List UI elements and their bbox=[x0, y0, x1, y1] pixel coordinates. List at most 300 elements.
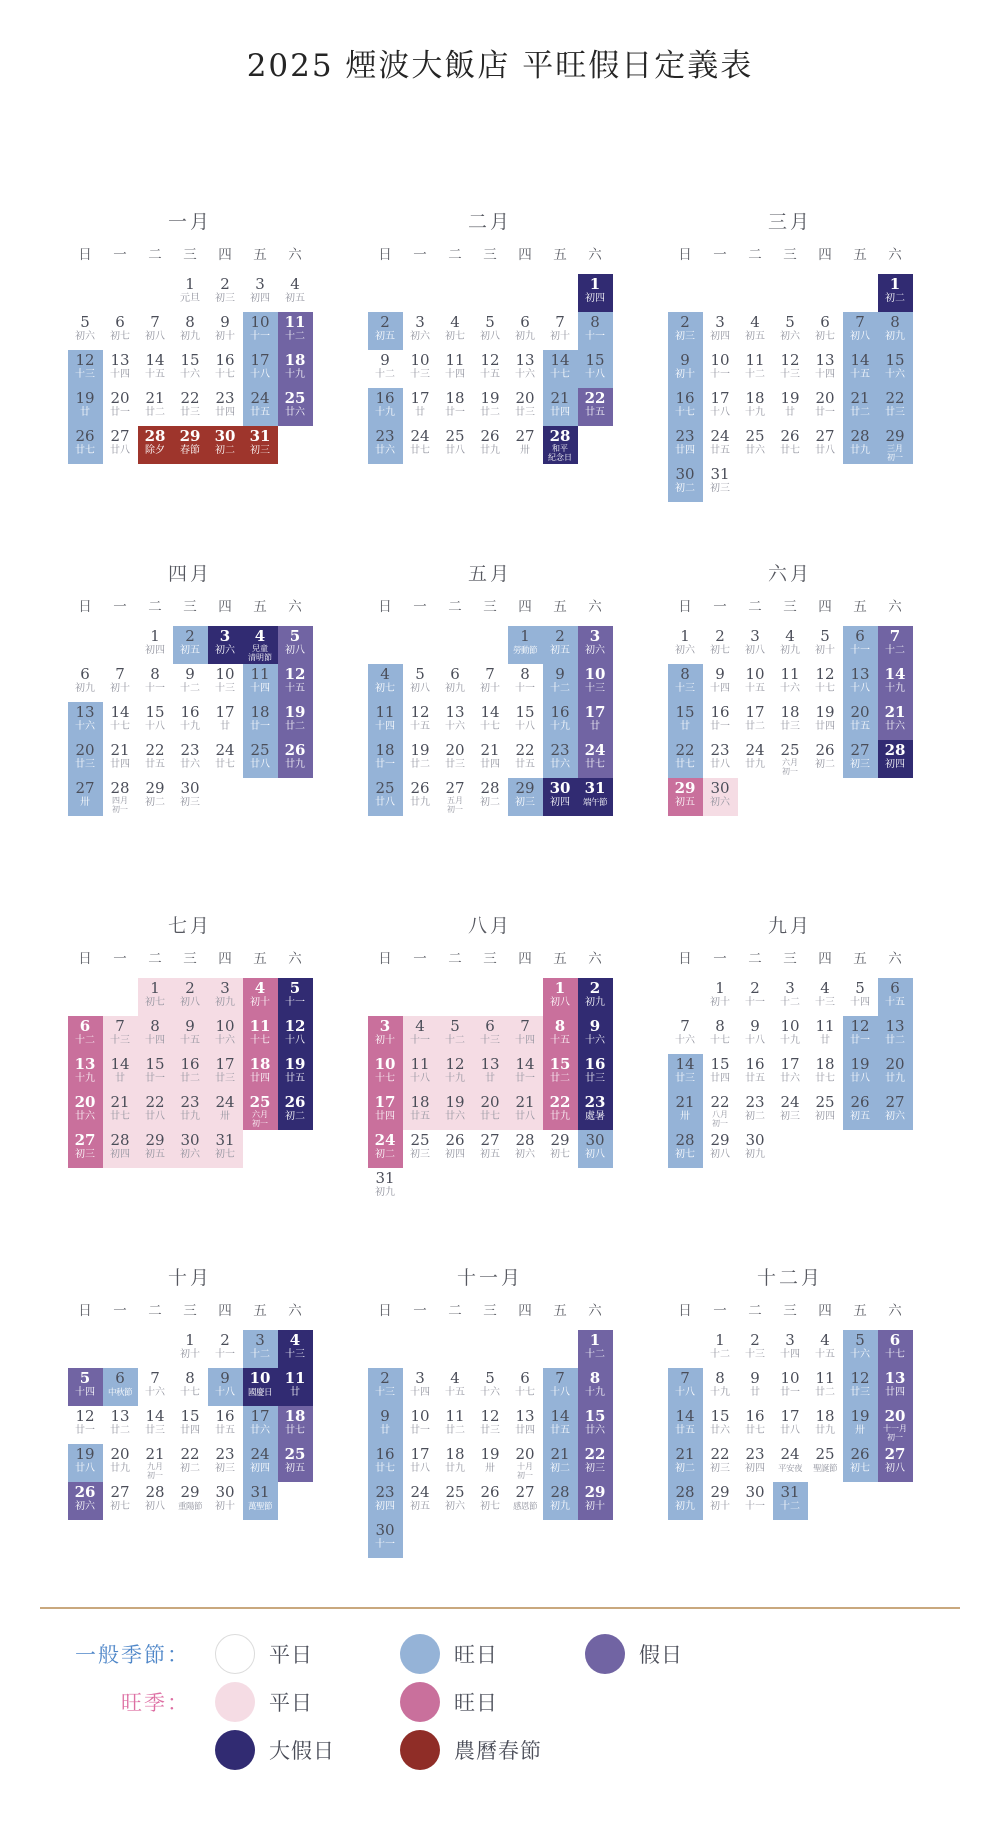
day-number: 3 bbox=[785, 979, 795, 997]
legend-swatch bbox=[215, 1682, 255, 1722]
day-cell bbox=[773, 388, 808, 426]
day-number: 17 bbox=[745, 703, 765, 721]
day-number: 5 bbox=[79, 1369, 91, 1387]
lunar-label: 初十 bbox=[710, 1501, 730, 1512]
day-cell bbox=[278, 312, 313, 350]
lunar-label: 初六 bbox=[215, 645, 235, 656]
day-cell bbox=[438, 664, 473, 702]
day-number: 21 bbox=[110, 1093, 130, 1111]
day-number: 5 bbox=[785, 313, 795, 331]
day-number: 18 bbox=[284, 1407, 306, 1425]
day-cell bbox=[773, 350, 808, 388]
day-number: 9 bbox=[589, 1017, 601, 1035]
empty-cell bbox=[68, 626, 103, 664]
weekday-label: 四 bbox=[518, 1303, 532, 1319]
weekday-label: 一 bbox=[113, 599, 127, 615]
day-cell bbox=[103, 312, 138, 350]
empty-cell bbox=[403, 978, 438, 1016]
weekday-label: 六 bbox=[588, 247, 602, 263]
day-number: 31 bbox=[375, 1169, 395, 1187]
day-number: 14 bbox=[145, 1407, 165, 1425]
lunar-label: 十一 bbox=[745, 1501, 765, 1512]
lunar-label: 四月 bbox=[112, 796, 128, 805]
day-number: 29 bbox=[710, 1483, 730, 1501]
day-number: 15 bbox=[145, 703, 165, 721]
lunar-label: 廿 bbox=[680, 721, 690, 732]
day-cell bbox=[508, 1444, 543, 1482]
lunar-label: 廿一 bbox=[780, 1387, 800, 1398]
lunar-label: 初九 bbox=[885, 331, 905, 342]
day-number: 19 bbox=[410, 741, 430, 759]
day-cell bbox=[773, 1092, 808, 1130]
day-number: 27 bbox=[850, 741, 870, 759]
empty-cell bbox=[438, 1330, 473, 1368]
lunar-label: 十九 bbox=[375, 407, 395, 418]
day-number: 20 bbox=[850, 703, 870, 721]
lunar-label: 十二 bbox=[710, 1349, 730, 1360]
day-cell bbox=[508, 702, 543, 740]
day-number: 20 bbox=[110, 1445, 130, 1463]
empty-cell bbox=[103, 1330, 138, 1368]
day-cell bbox=[278, 740, 313, 778]
day-cell bbox=[173, 312, 208, 350]
lunar-label: 廿八 bbox=[145, 1111, 165, 1122]
day-number: 2 bbox=[220, 1331, 230, 1349]
day-cell bbox=[668, 388, 703, 426]
empty-cell bbox=[438, 274, 473, 312]
lunar-label: 廿三 bbox=[675, 1073, 695, 1084]
weekday-label: 五 bbox=[853, 951, 867, 967]
day-cell bbox=[543, 426, 578, 464]
day-number: 11 bbox=[375, 703, 395, 721]
day-number: 26 bbox=[780, 427, 800, 445]
day-grid bbox=[668, 626, 913, 816]
lunar-label: 初三 bbox=[410, 1149, 430, 1160]
day-cell bbox=[508, 1054, 543, 1092]
day-cell bbox=[543, 312, 578, 350]
day-number: 4 bbox=[750, 313, 760, 331]
day-number: 11 bbox=[249, 1017, 271, 1035]
day-number: 5 bbox=[415, 665, 425, 683]
day-cell bbox=[738, 388, 773, 426]
day-cell bbox=[103, 778, 138, 816]
lunar-label: 十六 bbox=[180, 369, 200, 380]
lunar-label: 初三 bbox=[780, 1111, 800, 1122]
day-number: 29 bbox=[515, 779, 535, 797]
day-cell bbox=[438, 702, 473, 740]
day-number: 25 bbox=[815, 1445, 835, 1463]
day-number: 17 bbox=[215, 1055, 235, 1073]
day-cell bbox=[808, 702, 843, 740]
day-cell bbox=[368, 740, 403, 778]
day-number: 4 bbox=[785, 627, 795, 645]
day-cell bbox=[208, 1130, 243, 1168]
weekday-row bbox=[68, 597, 313, 617]
day-cell bbox=[843, 702, 878, 740]
day-number: 27 bbox=[74, 1131, 96, 1149]
day-cell bbox=[278, 1444, 313, 1482]
legend-swatch bbox=[400, 1634, 440, 1674]
lunar-label: 初五 bbox=[550, 645, 570, 656]
weekday-label: 三 bbox=[783, 951, 797, 967]
day-number: 7 bbox=[520, 1017, 530, 1035]
day-number: 12 bbox=[284, 665, 306, 683]
day-cell bbox=[578, 274, 613, 312]
day-cell bbox=[668, 778, 703, 816]
lunar-label: 十九 bbox=[180, 721, 200, 732]
lunar-label: 三月 bbox=[887, 444, 903, 453]
day-cell bbox=[103, 426, 138, 464]
lunar-label: 十五 bbox=[410, 721, 430, 732]
day-number: 10 bbox=[250, 313, 270, 331]
legend-divider bbox=[40, 1607, 960, 1609]
lunar-label: 初九 bbox=[675, 1501, 695, 1512]
lunar-label: 初六 bbox=[710, 797, 730, 808]
lunar-label: 十九 bbox=[885, 683, 905, 694]
day-cell bbox=[738, 1016, 773, 1054]
lunar-label: 廿二 bbox=[285, 721, 305, 732]
lunar-label: 廿六 bbox=[710, 1425, 730, 1436]
day-number: 24 bbox=[780, 1445, 800, 1463]
empty-cell bbox=[508, 274, 543, 312]
day-cell bbox=[578, 1330, 613, 1368]
day-number: 4 bbox=[380, 665, 390, 683]
day-cell bbox=[403, 426, 438, 464]
day-cell bbox=[738, 312, 773, 350]
day-number: 6 bbox=[80, 665, 90, 683]
lunar-label: 初八 bbox=[585, 1149, 605, 1160]
day-cell bbox=[368, 1368, 403, 1406]
day-number: 31 bbox=[710, 465, 730, 483]
lunar-label: 廿九 bbox=[885, 1073, 905, 1084]
day-number: 20 bbox=[815, 389, 835, 407]
weekday-label: 二 bbox=[748, 1303, 762, 1319]
lunar-label: 廿一 bbox=[145, 1073, 165, 1084]
day-cell bbox=[403, 740, 438, 778]
lunar-label: 卅 bbox=[680, 1111, 690, 1122]
day-number: 30 bbox=[675, 465, 695, 483]
legend-item bbox=[585, 1634, 770, 1674]
weekday-label: 四 bbox=[818, 599, 832, 615]
weekday-label: 二 bbox=[148, 247, 162, 263]
day-number: 16 bbox=[710, 703, 730, 721]
day-number: 5 bbox=[485, 313, 495, 331]
lunar-label: 十五 bbox=[885, 997, 905, 1008]
day-cell bbox=[138, 388, 173, 426]
lunar-label: 除夕 bbox=[145, 445, 165, 456]
lunar-label: 初七 bbox=[145, 997, 165, 1008]
lunar-label: 初五 bbox=[285, 293, 305, 304]
lunar-label: 初二 bbox=[145, 797, 165, 808]
weekday-label: 六 bbox=[288, 599, 302, 615]
day-number: 6 bbox=[520, 1369, 530, 1387]
day-number: 5 bbox=[289, 627, 301, 645]
lunar-label: 端午節 bbox=[582, 798, 607, 808]
lunar-label: 十三 bbox=[585, 683, 605, 694]
weekday-row bbox=[68, 245, 313, 265]
day-number: 17 bbox=[780, 1407, 800, 1425]
day-cell bbox=[878, 1444, 913, 1482]
lunar-label: 十四 bbox=[710, 683, 730, 694]
lunar-label: 廿二 bbox=[445, 1425, 465, 1436]
day-cell bbox=[438, 388, 473, 426]
lunar-label: 十六 bbox=[480, 1387, 500, 1398]
lunar-label: 廿三 bbox=[445, 759, 465, 770]
lunar-label: 初七 bbox=[110, 331, 130, 342]
day-cell bbox=[68, 1130, 103, 1168]
empty-cell bbox=[668, 1330, 703, 1368]
day-number: 11 bbox=[745, 351, 765, 369]
lunar-label: 廿 bbox=[590, 721, 600, 732]
day-number: 18 bbox=[410, 1093, 430, 1111]
day-cell bbox=[438, 312, 473, 350]
day-number: 6 bbox=[889, 1331, 901, 1349]
day-number: 15 bbox=[710, 1055, 730, 1073]
day-number: 24 bbox=[710, 427, 730, 445]
lunar-label: 初八 bbox=[550, 997, 570, 1008]
day-cell bbox=[543, 702, 578, 740]
day-number: 27 bbox=[885, 1093, 905, 1111]
lunar-label: 十一 bbox=[515, 683, 535, 694]
lunar-label: 十七 bbox=[375, 1073, 395, 1084]
day-number: 3 bbox=[220, 979, 230, 997]
legend-row bbox=[40, 1678, 770, 1726]
day-cell bbox=[138, 312, 173, 350]
day-cell bbox=[508, 312, 543, 350]
lunar-label: 廿七 bbox=[75, 445, 95, 456]
legend-item-label: 旺日 bbox=[454, 1643, 498, 1667]
day-cell bbox=[543, 1482, 578, 1520]
day-number: 28 bbox=[675, 1131, 695, 1149]
day-number: 16 bbox=[375, 1445, 395, 1463]
lunar-label: 廿八 bbox=[445, 445, 465, 456]
day-number: 26 bbox=[74, 1483, 96, 1501]
empty-cell bbox=[738, 274, 773, 312]
legend-row bbox=[40, 1726, 770, 1774]
empty-cell bbox=[543, 274, 578, 312]
weekday-label: 五 bbox=[853, 247, 867, 263]
lunar-label: 廿一 bbox=[250, 721, 270, 732]
day-cell bbox=[68, 426, 103, 464]
lunar-label: 十五 bbox=[850, 369, 870, 380]
day-cell bbox=[703, 778, 738, 816]
day-number: 28 bbox=[850, 427, 870, 445]
day-number: 10 bbox=[710, 351, 730, 369]
day-number: 9 bbox=[185, 665, 195, 683]
lunar-label: 十二 bbox=[585, 1349, 605, 1360]
day-number: 8 bbox=[520, 665, 530, 683]
weekday-label: 三 bbox=[183, 247, 197, 263]
lunar-label: 廿四 bbox=[550, 407, 570, 418]
lunar-label: 初十 bbox=[815, 645, 835, 656]
day-number: 17 bbox=[250, 351, 270, 369]
day-cell bbox=[738, 664, 773, 702]
day-cell bbox=[173, 1406, 208, 1444]
weekday-label: 四 bbox=[818, 1303, 832, 1319]
day-number: 22 bbox=[885, 389, 905, 407]
day-cell bbox=[208, 1482, 243, 1520]
day-number: 1 bbox=[185, 1331, 195, 1349]
lunar-label: 廿六 bbox=[780, 1073, 800, 1084]
day-cell bbox=[578, 1092, 613, 1130]
lunar-label: 紀念日 bbox=[548, 452, 572, 462]
lunar-label: 十三 bbox=[410, 369, 430, 380]
empty-cell bbox=[473, 274, 508, 312]
month-title: 五月 bbox=[467, 563, 512, 585]
weekday-row bbox=[368, 949, 613, 969]
day-number: 25 bbox=[250, 741, 270, 759]
lunar-label: 清明節 bbox=[248, 652, 272, 662]
lunar-label: 廿二 bbox=[550, 1073, 570, 1084]
lunar-label: 廿四 bbox=[815, 721, 835, 732]
day-cell bbox=[243, 740, 278, 778]
day-cell bbox=[773, 1406, 808, 1444]
day-cell bbox=[68, 664, 103, 702]
lunar-label: 十七 bbox=[550, 369, 570, 380]
day-number: 31 bbox=[584, 779, 606, 797]
day-number: 21 bbox=[145, 1445, 165, 1463]
day-cell bbox=[773, 312, 808, 350]
day-number: 8 bbox=[590, 313, 600, 331]
day-number: 18 bbox=[445, 389, 465, 407]
lunar-label: 十一 bbox=[585, 331, 605, 342]
day-cell bbox=[843, 1330, 878, 1368]
day-number: 23 bbox=[675, 427, 695, 445]
empty-cell bbox=[668, 274, 703, 312]
day-number: 14 bbox=[850, 351, 870, 369]
lunar-label: 廿六 bbox=[285, 407, 305, 418]
day-cell bbox=[68, 1092, 103, 1130]
day-number: 5 bbox=[820, 627, 830, 645]
month-title: 六月 bbox=[767, 563, 812, 585]
lunar-label: 十六 bbox=[215, 1035, 235, 1046]
day-number: 24 bbox=[215, 741, 235, 759]
day-number: 23 bbox=[550, 741, 570, 759]
day-number: 5 bbox=[289, 979, 301, 997]
day-number: 15 bbox=[885, 351, 905, 369]
day-number: 30 bbox=[585, 1131, 605, 1149]
lunar-label: 廿八 bbox=[780, 1425, 800, 1436]
legend-item bbox=[215, 1730, 400, 1770]
day-number: 13 bbox=[515, 1407, 535, 1425]
month-title: 一月 bbox=[167, 211, 212, 233]
weekday-label: 五 bbox=[553, 247, 567, 263]
day-number: 28 bbox=[145, 1483, 165, 1501]
day-number: 2 bbox=[589, 979, 601, 997]
day-cell bbox=[103, 1130, 138, 1168]
legend-row bbox=[40, 1630, 770, 1678]
weekday-row bbox=[668, 949, 913, 969]
day-cell bbox=[473, 1368, 508, 1406]
day-number: 21 bbox=[884, 703, 906, 721]
legend-item bbox=[400, 1730, 585, 1770]
day-number: 28 bbox=[550, 1483, 570, 1501]
day-cell bbox=[738, 1482, 773, 1520]
day-number: 22 bbox=[584, 389, 606, 407]
day-number: 25 bbox=[815, 1093, 835, 1111]
lunar-label: 十三 bbox=[780, 369, 800, 380]
day-cell bbox=[808, 1444, 843, 1482]
lunar-label: 十二 bbox=[375, 369, 395, 380]
lunar-label: 廿六 bbox=[445, 1111, 465, 1122]
day-cell bbox=[278, 274, 313, 312]
lunar-label: 十四 bbox=[145, 1035, 165, 1046]
lunar-label: 廿七 bbox=[285, 1425, 305, 1436]
day-number: 7 bbox=[680, 1369, 690, 1387]
day-cell bbox=[368, 350, 403, 388]
lunar-label: 初九 bbox=[745, 1149, 765, 1160]
day-cell bbox=[543, 740, 578, 778]
weekday-label: 三 bbox=[483, 247, 497, 263]
lunar-label: 春節 bbox=[180, 445, 200, 456]
lunar-label: 和平 bbox=[552, 444, 568, 453]
lunar-label: 初十 bbox=[585, 1501, 605, 1512]
day-number: 2 bbox=[380, 1369, 390, 1387]
day-number: 27 bbox=[884, 1445, 906, 1463]
day-cell bbox=[668, 426, 703, 464]
day-number: 19 bbox=[480, 1445, 500, 1463]
lunar-label: 初二 bbox=[480, 797, 500, 808]
day-cell bbox=[843, 626, 878, 664]
day-cell bbox=[368, 426, 403, 464]
day-number: 10 bbox=[745, 665, 765, 683]
day-number: 29 bbox=[584, 1483, 606, 1501]
day-cell bbox=[703, 1444, 738, 1482]
day-cell bbox=[703, 1130, 738, 1168]
day-number: 23 bbox=[180, 741, 200, 759]
day-number: 14 bbox=[515, 1055, 535, 1073]
lunar-label: 初四 bbox=[885, 759, 905, 770]
lunar-label: 初二 bbox=[215, 445, 235, 456]
lunar-label: 十五 bbox=[180, 1035, 200, 1046]
empty-cell bbox=[403, 626, 438, 664]
day-number: 1 bbox=[554, 979, 566, 997]
lunar-label: 十七 bbox=[110, 721, 130, 732]
lunar-label: 初七 bbox=[110, 1501, 130, 1512]
lunar-label: 初二 bbox=[885, 293, 905, 304]
day-number: 14 bbox=[884, 665, 906, 683]
lunar-label: 廿五 bbox=[285, 1073, 305, 1084]
day-cell bbox=[738, 1130, 773, 1168]
lunar-label: 初二 bbox=[675, 483, 695, 494]
lunar-label: 十八 bbox=[250, 369, 270, 380]
day-number: 2 bbox=[220, 275, 230, 293]
day-cell bbox=[508, 1406, 543, 1444]
lunar-label: 初三 bbox=[75, 1149, 95, 1160]
day-number: 17 bbox=[250, 1407, 270, 1425]
lunar-label: 廿六 bbox=[745, 445, 765, 456]
day-number: 22 bbox=[710, 1445, 730, 1463]
empty-cell bbox=[68, 1330, 103, 1368]
day-cell bbox=[738, 1054, 773, 1092]
weekday-label: 六 bbox=[888, 247, 902, 263]
weekday-label: 四 bbox=[518, 599, 532, 615]
lunar-label: 十二 bbox=[250, 1349, 270, 1360]
day-grid bbox=[668, 978, 913, 1168]
day-cell bbox=[473, 1016, 508, 1054]
legend-swatch bbox=[400, 1682, 440, 1722]
legend-item bbox=[400, 1682, 585, 1722]
day-cell bbox=[208, 1444, 243, 1482]
day-number: 23 bbox=[745, 1445, 765, 1463]
lunar-label: 十二 bbox=[780, 1501, 800, 1512]
day-cell bbox=[703, 702, 738, 740]
lunar-label: 廿二 bbox=[815, 1387, 835, 1398]
lunar-label: 廿五 bbox=[550, 1425, 570, 1436]
day-cell bbox=[208, 1054, 243, 1092]
lunar-label: 十九 bbox=[285, 369, 305, 380]
day-cell bbox=[543, 1406, 578, 1444]
